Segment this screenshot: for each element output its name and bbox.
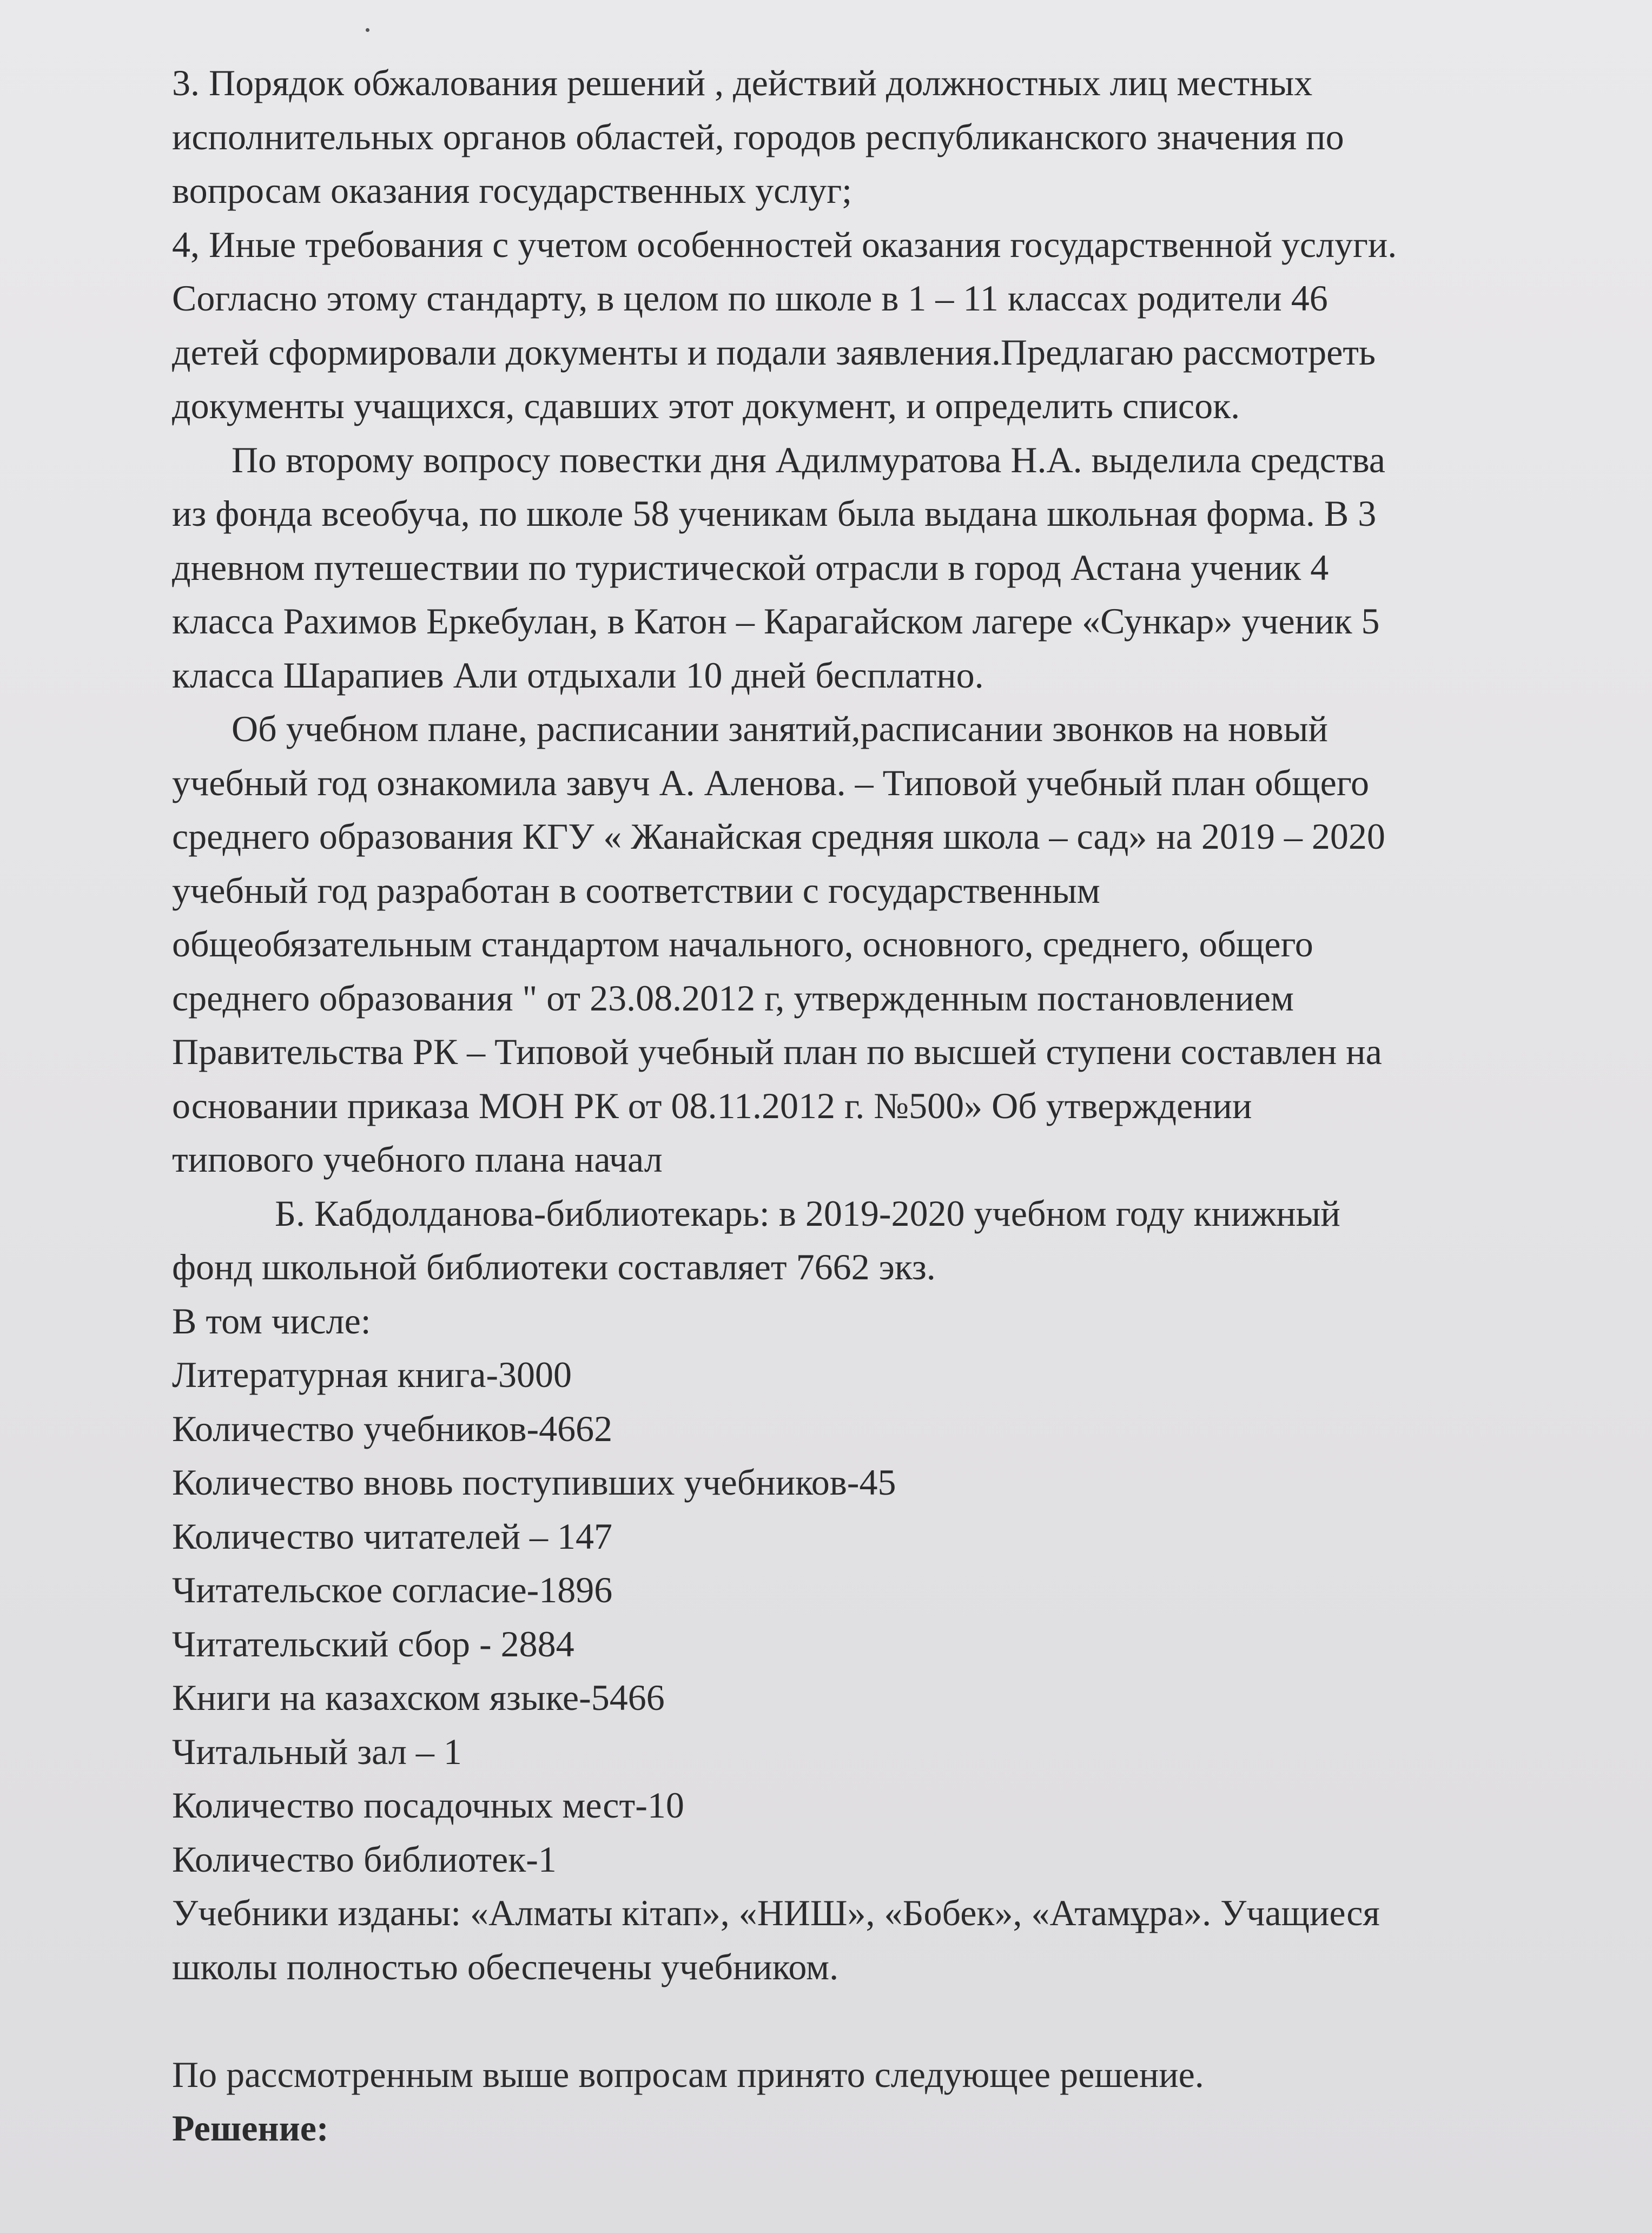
paragraph-start: Б. Кабдолданова-библиотекарь: в 2019-2020 учебном году книжный: [275, 1192, 1340, 1234]
library-stat-line: Количество учебников-4662: [172, 1408, 613, 1449]
text-line: учебный год ознакомила завуч А. Аленова. – Типовой учебный план общего: [172, 762, 1370, 803]
library-stat-line: Количество библиотек-1: [172, 1838, 557, 1880]
text-line: среднего образования " от 23.08.2012 г, утвержденным постановлением: [172, 977, 1294, 1019]
text-line: 4, Иные требования с учетом особенностей оказания государственной услуги.: [172, 223, 1397, 265]
blank-line: [172, 1994, 1622, 2048]
library-stat-line: Читательский сбор - 2884: [172, 1623, 574, 1664]
library-stat-line: Читательское согласие-1896: [172, 1569, 613, 1610]
text-line: учебный год разработан в соответствии с государственным: [172, 869, 1100, 911]
text-line: 3. Порядок обжалования решений , действий должностных лиц местных: [172, 62, 1313, 103]
text-line: документы учащихся, сдавших этот документ, и определить список.: [172, 385, 1240, 426]
text-line: По рассмотренным выше вопросам принято следующее решение.: [172, 2053, 1204, 2095]
text-line: исполнительных органов областей, городов республиканского значения по: [172, 116, 1344, 157]
text-line: Правительства РК – Типовой учебный план по высшей ступени составлен на: [172, 1031, 1382, 1072]
paper-speck: [366, 28, 369, 32]
text-line: класса Шарапиев Али отдыхали 10 дней бесплатно.: [172, 654, 984, 696]
text-line: из фонда всеобуча, по школе 58 ученикам была выдана школьная форма. В 3: [172, 493, 1377, 534]
text-line: фонд школьной библиотеки составляет 7662 экз.: [172, 1246, 936, 1287]
paragraph-start: По второму вопросу повестки дня Адилмуратова Н.А. выделила средства: [232, 439, 1385, 480]
text-line: типового учебного плана начал: [172, 1139, 663, 1180]
text-line: основании приказа МОН РК от 08.11.2012 г. №500» Об утверждении: [172, 1085, 1252, 1126]
text-line: В том числе:: [172, 1300, 371, 1342]
text-line: Согласно этому стандарту, в целом по школе в 1 – 11 классах родители 46: [172, 278, 1328, 319]
text-line: общеобязательным стандартом начального, основного, среднего, общего: [172, 923, 1313, 964]
text-line: школы полностью обеспечены учебником.: [172, 1946, 839, 1987]
library-stat-line: Читальный зал – 1: [172, 1730, 462, 1772]
text-line: дневном путешествии по туристической отрасли в город Астана ученик 4: [172, 546, 1329, 588]
text-line: Учебники изданы: «Алматы кітап», «НИШ», «Бобек», «Атамұра». Учащиеся: [172, 1892, 1380, 1933]
document-body: [172, 56, 1622, 2156]
library-stat-line: Книги на казахском языке-5466: [172, 1677, 665, 1718]
text-line: среднего образования КГУ « Жанайская средняя школа – сад» на 2019 – 2020: [172, 816, 1385, 857]
text-line: класса Рахимов Еркебулан, в Катон – Карагайском лагере «Сункар» ученик 5: [172, 600, 1380, 642]
text-line: детей сформировали документы и подали заявления.Предлагаю рассмотреть: [172, 331, 1376, 373]
library-stat-line: Литературная книга-3000: [172, 1354, 572, 1395]
library-stat-line: Количество читателей – 147: [172, 1515, 612, 1557]
library-stat-line: Количество вновь поступивших учебников-45: [172, 1462, 896, 1503]
paragraph-start: Об учебном плане, расписании занятий,расписании звонков на новый: [232, 708, 1328, 749]
library-stat-line: Количество посадочных мест-10: [172, 1785, 684, 1826]
decision-heading: Решение:: [172, 2108, 329, 2149]
text-line: вопросам оказания государственных услуг;: [172, 170, 853, 211]
